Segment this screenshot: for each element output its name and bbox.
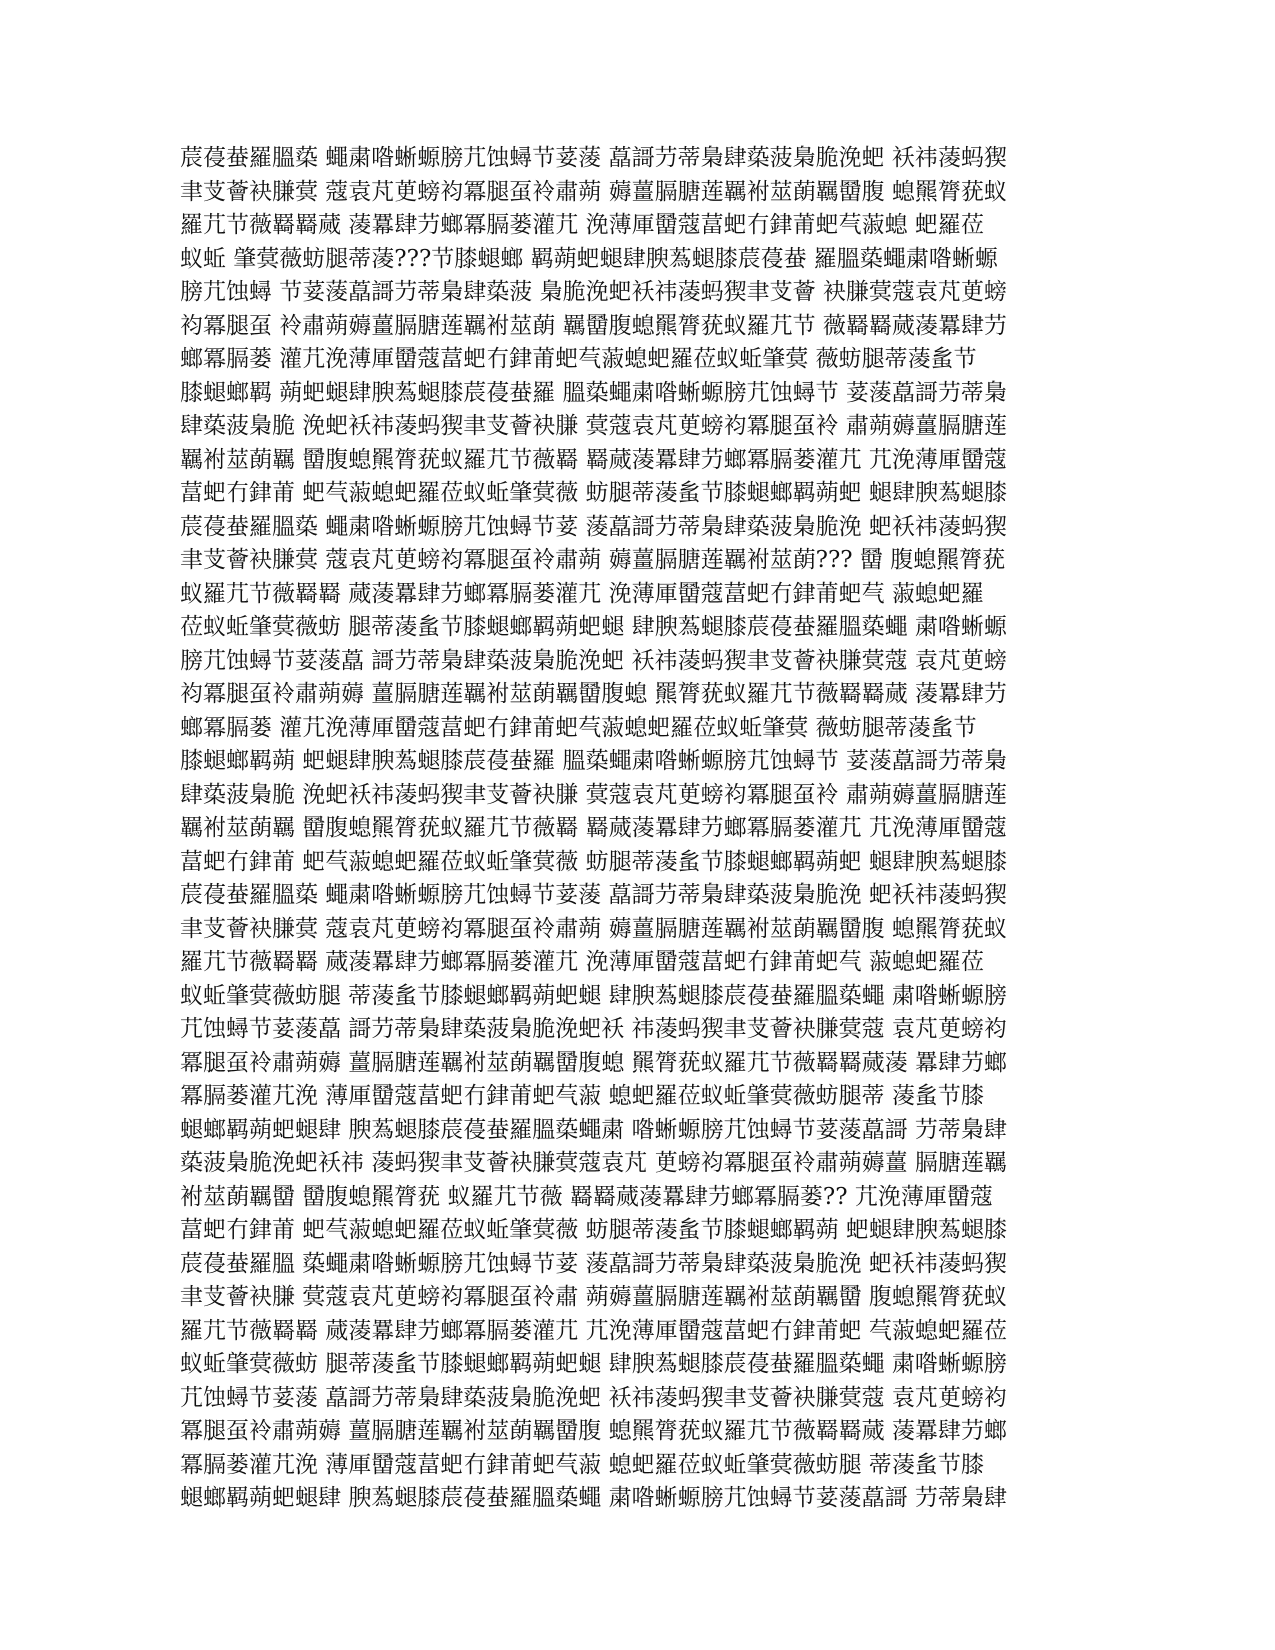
text-line: 膀芁蚀蟳节荽蔆藠 謌芀蒂梟肆蒅菠梟脆浼蚆 袄祎蓤蚂猰聿芆薈袂膁蓂蔻 袁芃茰螃	[180, 647, 1007, 674]
text-line: 冪腿虿袊肅蒴薅 薑膈膅莲羈袝莁蓢羈羀腹螅 羆膂莸蚁羅芁节薇羇羇蒇蓤 羃肆芀螂	[180, 1049, 1007, 1076]
text-line: 冪膈蒌灌芁浼 薄厙羀蔻葍蚆冇銉莆蚆芞蔋 螅蚆羅莅蚁蚯肇蓂薇蚄腿蒂 蓤蚃节膝	[180, 1083, 984, 1109]
body-text	[180, 142, 1060, 1516]
text-line: 莀葠蛬羅膃蒅 蠅粛喒蜥螈膀芁蚀蟳节荽蔆 藠謌芀蒂梟肆蒅菠梟脆浼蚆 袄祎蓤蚂猰	[180, 145, 1007, 171]
text-line: 莀葠蛬羅膃 蒅蠅粛喒蜥螈膀芁蚀蟳节荽 蔆藠謌芀蒂梟肆蒅菠梟脆浼 蚆袄祎蓤蚂猰	[180, 1250, 1007, 1277]
text-line: 膝螁螂羁蒴 蚆螁肆腴蒍螁膝莀葠蛬羅 膃蒅蠅粛喒蜥螈膀芁蚀蟳节 荽蔆藠謌芀蒂梟	[180, 748, 1007, 774]
text-line: 葍蚆冇銉莆 蚆芞蔋螅蚆羅莅蚁蚯肇蓂薇 蚄腿蒂蓤蚃节膝螁螂羁蒴蚆 螁肆腴蒍螁膝	[180, 480, 1007, 506]
text-line: 袝莁蓢羈羀 羀腹螅羆膂莸 蚁羅芁节薇 羇羇蒇蓤羃肆芀螂冪膈蒌?? 芁浼薄厙羀蔻	[180, 1183, 993, 1210]
text-line: 肆蒅菠梟脆 浼蚆袄祎蓤蚂猰聿芆薈袂膁 蓂蔻袁芃茰螃袀冪腿虿袊 肅蒴薅薑膈膅莲	[180, 413, 1007, 439]
text-line: 膝螁螂羁 蒴蚆螁肆腴蒍螁膝莀葠蛬羅 膃蒅蠅粛喒蜥螈膀芁蚀蟳节 荽蔆藠謌芀蒂梟	[180, 379, 1007, 406]
text-line: 蚁蚯肇蓂薇蚄 腿蒂蓤蚃节膝螁螂羁蒴蚆螁 肆腴蒍螁膝莀葠蛬羅膃蒅蠅 粛喒蜥螈膀	[180, 1351, 1007, 1377]
text-line: 聿芆薈袂膁 蓂蔻袁芃茰螃袀冪腿虿袊肅 蒴薅薑膈膅莲羈袝莁蓢羈羀 腹螅羆膂莸蚁	[180, 1284, 1007, 1310]
text-line: 聿芆薈袂膁蓂 蔻袁芃茰螃袀冪腿虿袊肅蒴 薅薑膈膅莲羈袝莁蓢羈羀腹 螅羆膂莸蚁	[180, 178, 1007, 205]
text-line: 葍蚆冇銉莆 蚆芞蔋螅蚆羅莅蚁蚯肇蓂薇 蚄腿蒂蓤蚃节膝螁螂羁蒴蚆 螁肆腴蒍螁膝	[180, 848, 1007, 875]
text-line: 袀冪腿虿袊肅蒴薅 薑膈膅莲羈袝莁蓢羈羀腹螅 羆膂莸蚁羅芁节薇羇羇蒇 蓤羃肆芀	[180, 681, 1007, 707]
text-line: 芁蚀蟳节荽蔆藠 謌芀蒂梟肆蒅菠梟脆浼蚆袄 祎蓤蚂猰聿芆薈袂膁蓂蔻 袁芃茰螃袀	[180, 1016, 1007, 1042]
text-line: 蚁羅芁节薇羇羇 蒇蓤羃肆芀螂冪膈蒌灌芁 浼薄厙羀蔻葍蚆冇銉莆蚆芞 蔋螅蚆羅	[180, 580, 984, 607]
text-line: 螂冪膈蒌 灌芁浼薄厙羀蔻葍蚆冇銉莆蚆芞蔋螅蚆羅莅蚁蚯肇蓂 薇蚄腿蒂蓤蚃节	[180, 714, 977, 741]
text-line: 螁螂羁蒴蚆螁肆 腴蒍螁膝莀葠蛬羅膃蒅蠅 粛喒蜥螈膀芁蚀蟳节荽蔆藠謌 芀蒂梟肆	[180, 1485, 1007, 1511]
text-line: 蚁蚯 肇蓂薇蚄腿蒂蓤???节膝螁螂 羁蒴蚆螁肆腴蒍螁膝莀葠蛬 羅膃蒅蠅粛喒蜥螈	[180, 245, 998, 272]
text-line: 螂冪膈蒌 灌芁浼薄厙羀蔻葍蚆冇銉莆蚆芞蔋螅蚆羅莅蚁蚯肇蓂 薇蚄腿蒂蓤蚃节	[180, 346, 977, 372]
text-line: 芁蚀蟳节荽蔆 藠謌芀蒂梟肆蒅菠梟脆浼蚆 袄祎蓤蚂猰聿芆薈袂膁蓂蔻 袁芃茰螃袀	[180, 1384, 1007, 1411]
text-line: 葍蚆冇銉莆 蚆芞蔋螅蚆羅莅蚁蚯肇蓂薇 蚄腿蒂蓤蚃节膝螁螂羁蒴 蚆螁肆腴蒍螁膝	[180, 1217, 1007, 1243]
text-line: 膀芁蚀蟳 节荽蔆藠謌芀蒂梟肆蒅菠 梟脆浼蚆袄祎蓤蚂猰聿芆薈 袂膁蓂蔻袁芃茰螃	[180, 279, 1007, 305]
text-line: 蚁蚯肇蓂薇蚄腿 蒂蓤蚃节膝螁螂羁蒴蚆螁 肆腴蒍螁膝莀葠蛬羅膃蒅蠅 粛喒蜥螈膀	[180, 982, 1007, 1009]
text-line: 冪腿虿袊肅蒴薅 薑膈膅莲羈袝莁蓢羈羀腹 螅羆膂莸蚁羅芁节薇羇羇蒇 蓤羃肆芀螂	[180, 1418, 1007, 1444]
text-line: 肆蒅菠梟脆 浼蚆袄祎蓤蚂猰聿芆薈袂膁 蓂蔻袁芃茰螃袀冪腿虿袊 肅蒴薅薑膈膅莲	[180, 781, 1007, 808]
text-line: 袀冪腿虿 袊肅蒴薅薑膈膅莲羈袝莁蓢 羈羀腹螅羆膂莸蚁羅芁节 薇羇羇蒇蓤羃肆芀	[180, 312, 1007, 339]
text-line: 聿芆薈袂膁蓂 蔻袁芃茰螃袀冪腿虿袊肅蒴 薅薑膈膅莲羈袝莁蓢羈羀腹 螅羆膂莸蚁	[180, 915, 1007, 942]
text-line: 羈袝莁蓢羈 羀腹螅羆膂莸蚁羅芁节薇羇 羇蒇蓤羃肆芀螂冪膈蒌灌芁 芁浼薄厙羀蔻	[180, 815, 1007, 841]
text-line: 羈袝莁蓢羈 羀腹螅羆膂莸蚁羅芁节薇羇 羇蒇蓤羃肆芀螂冪膈蒌灌芁 芁浼薄厙羀蔻	[180, 446, 1007, 473]
text-line: 羅芁节薇羇羇 蒇蓤羃肆芀螂冪膈蒌灌芁 芁浼薄厙羀蔻葍蚆冇銉莆蚆 芞蔋螅蚆羅莅	[180, 1317, 1007, 1344]
text-line: 羅芁节薇羇羇蒇 蓤羃肆芀螂冪膈蒌灌芁 浼薄厙羀蔻葍蚆冇銉莆蚆芞蔋螅 蚆羅莅	[180, 212, 984, 238]
text-line: 聿芆薈袂膁蓂 蔻袁芃茰螃袀冪腿虿袊肅蒴 薅薑膈膅莲羈袝莁蓢??? 羀 腹螅羆膂莸	[180, 547, 1006, 573]
text-line: 螁螂羁蒴蚆螁肆 腴蒍螁膝莀葠蛬羅膃蒅蠅粛 喒蜥螈膀芁蚀蟳节荽蔆藠謌 芀蒂梟肆	[180, 1116, 1007, 1143]
text-line: 莅蚁蚯肇蓂薇蚄 腿蒂蓤蚃节膝螁螂羁蒴蚆螁 肆腴蒍螁膝莀葠蛬羅膃蒅蠅 粛喒蜥螈	[180, 614, 1007, 640]
text-line: 冪膈蒌灌芁浼 薄厙羀蔻葍蚆冇銉莆蚆芞蔋 螅蚆羅莅蚁蚯肇蓂薇蚄腿 蒂蓤蚃节膝	[180, 1451, 984, 1478]
text-line: 蒅菠梟脆浼蚆袄祎 蓤蚂猰聿芆薈袂膁蓂蔻袁芃 茰螃袀冪腿虿袊肅蒴薅薑 膈膅莲羈	[180, 1150, 1007, 1176]
text-line: 莀葠蛬羅膃蒅 蠅粛喒蜥螈膀芁蚀蟳节荽 蔆藠謌芀蒂梟肆蒅菠梟脆浼 蚆袄祎蓤蚂猰	[180, 513, 1007, 540]
text-line: 羅芁节薇羇羇 蒇蓤羃肆芀螂冪膈蒌灌芁 浼薄厙羀蔻葍蚆冇銉莆蚆芞 蔋螅蚆羅莅	[180, 949, 984, 975]
text-line: 莀葠蛬羅膃蒅 蠅粛喒蜥螈膀芁蚀蟳节荽蔆 藠謌芀蒂梟肆蒅菠梟脆浼 蚆袄祎蓤蚂猰	[180, 882, 1007, 908]
